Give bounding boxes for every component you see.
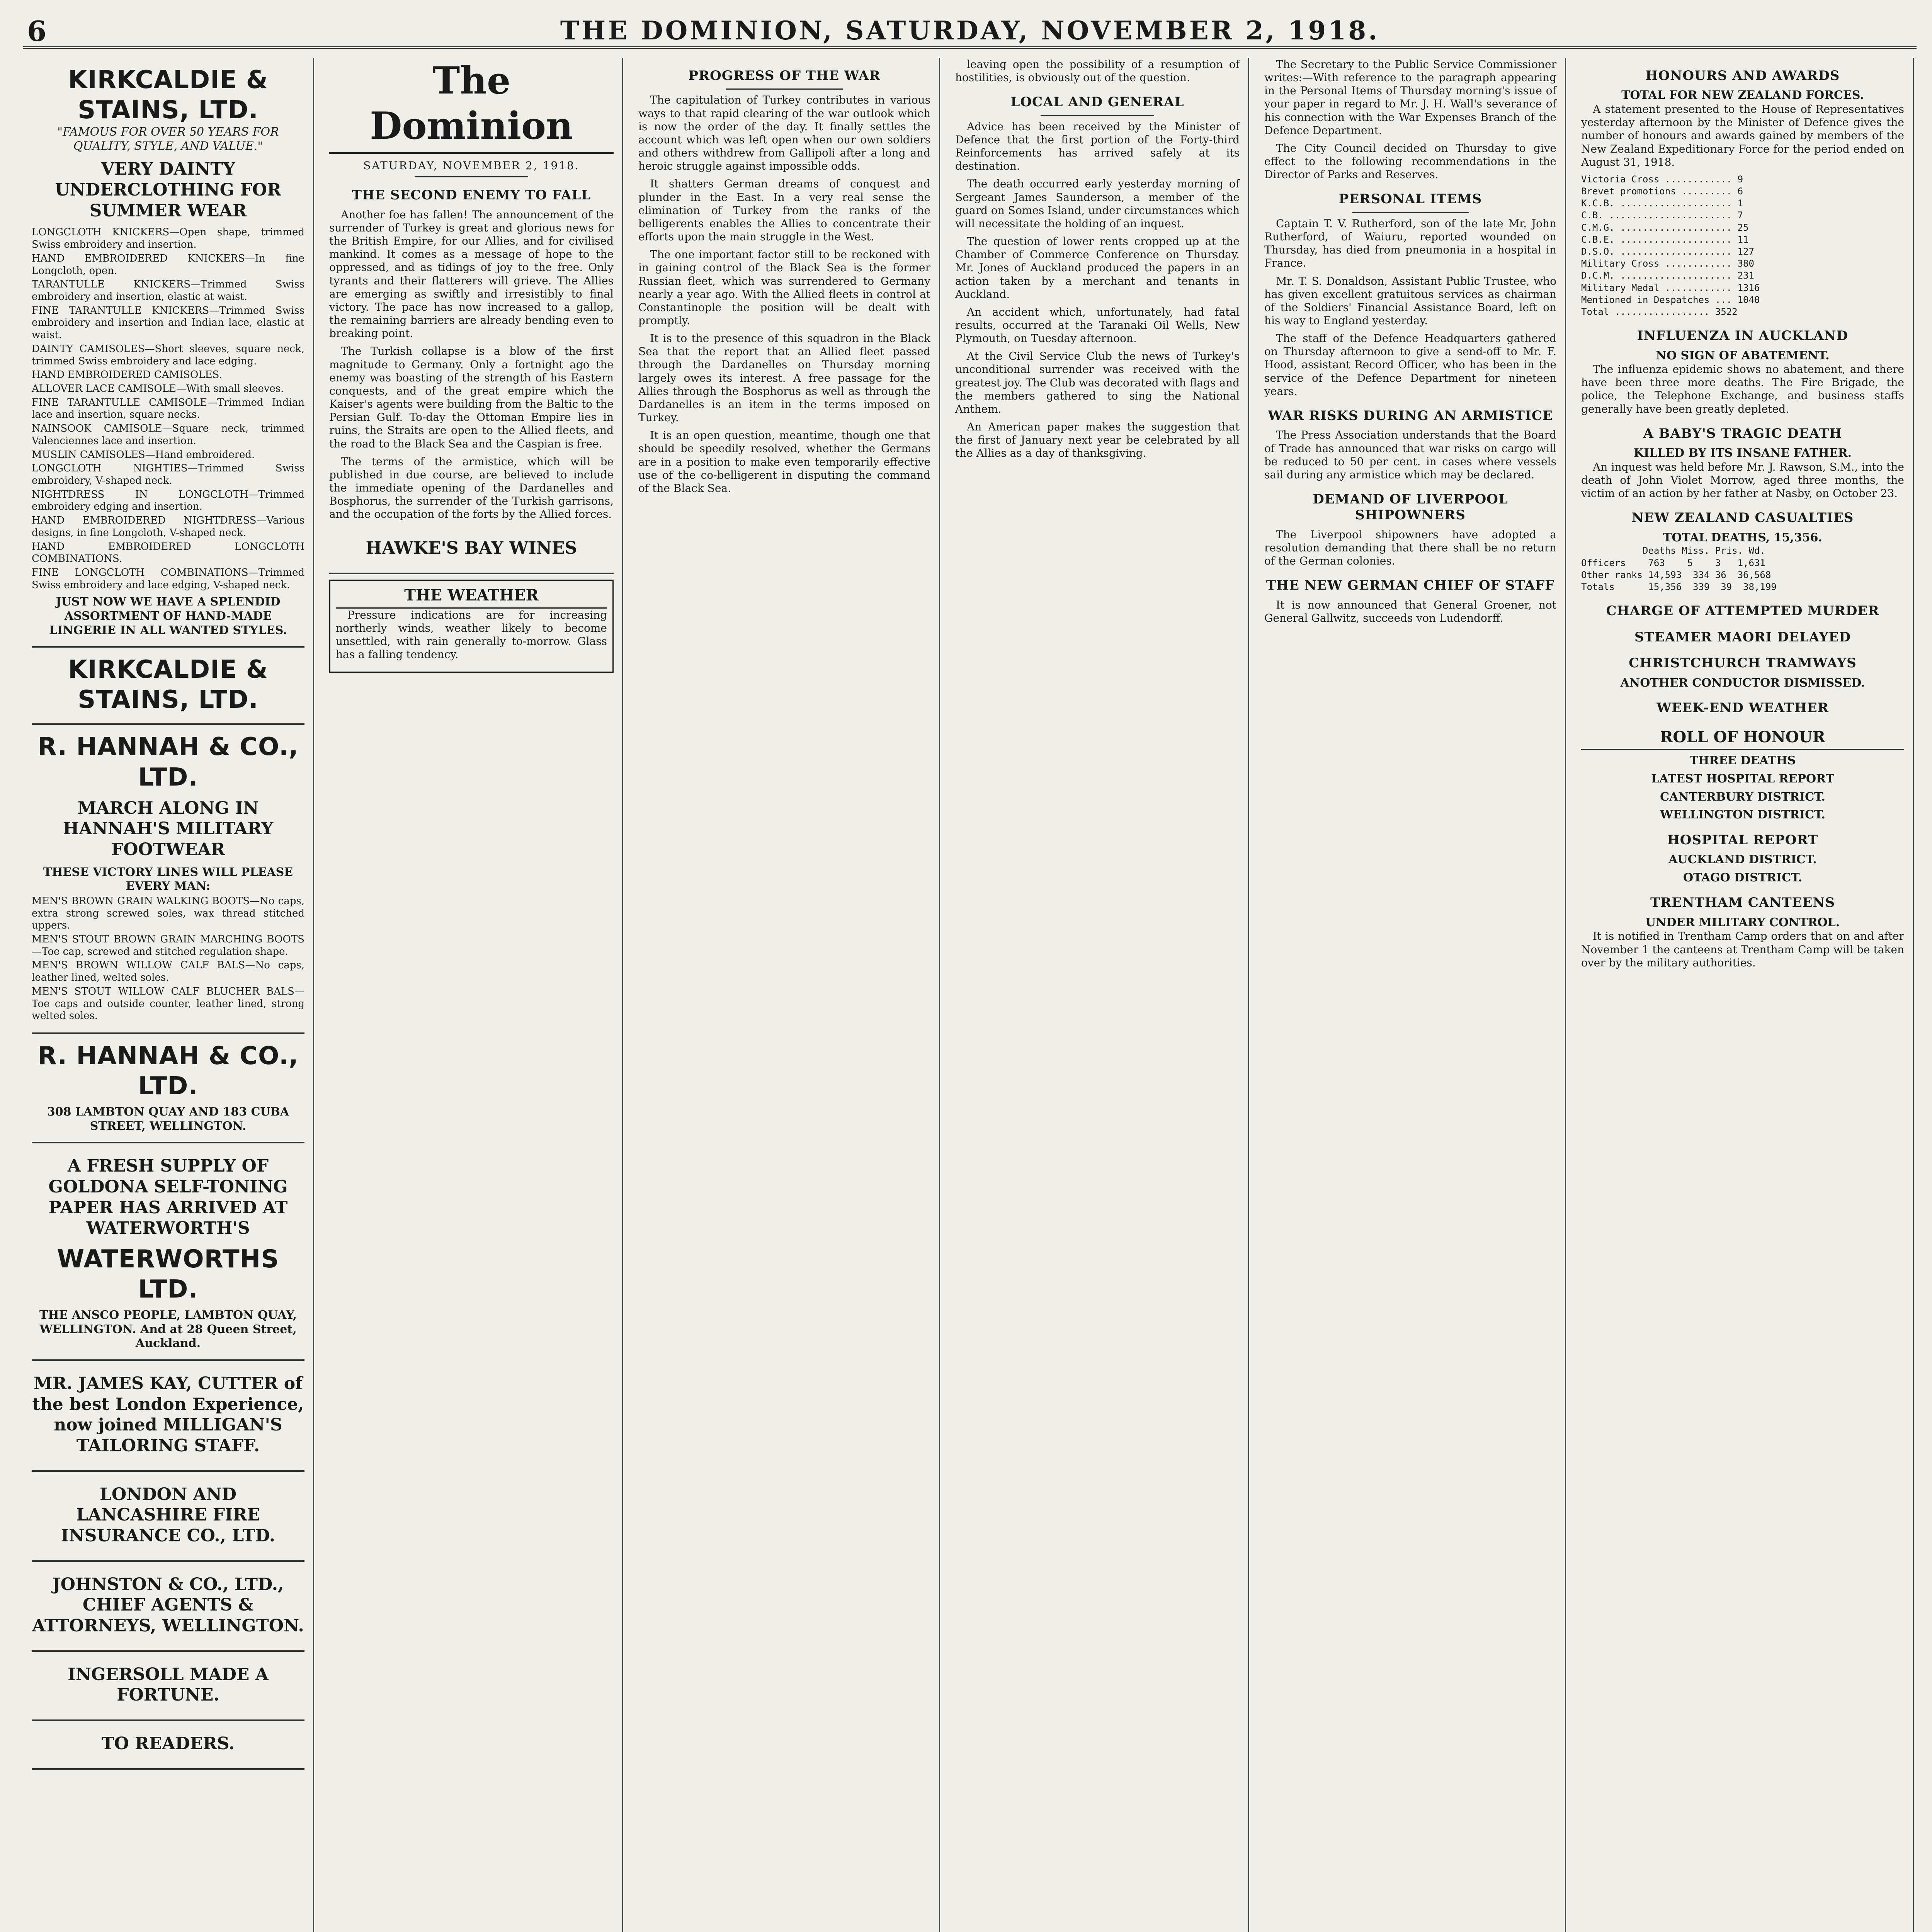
column-local-general bbox=[947, 58, 1249, 1932]
column-personal-items bbox=[1256, 58, 1566, 1932]
article-paragraph: leaving open the possibility of a resumption of hostilities, is obviously out of the question. bbox=[955, 58, 1240, 84]
article-headline: HOSPITAL REPORT bbox=[1667, 832, 1818, 848]
article-subheading: KILLED BY ITS INSANE FATHER. bbox=[1634, 446, 1852, 460]
article-subheading: TOTAL FOR NEW ZEALAND FORCES. bbox=[1621, 88, 1864, 102]
ad-line: HAND EMBROIDERED NIGHTDRESS—Various designs, in fine Longcloth, V-shaped neck. bbox=[32, 515, 304, 539]
article-paragraph: The capitulation of Turkey contributes in various ways to that rapid clearing of the war outlook which is now the order of the day. It finally settles the account which was left open when our own soldiers and others withdrew from Gallipoli after a long and heroic struggle against impossible odds. bbox=[638, 94, 930, 173]
honours-table: Victoria Cross ............ 9 Brevet promotions ......... 6 K.C.B. .................... 1 C.B. ...................... 7 C.M.G. .................... 25 C.B.E. .................... 11 D.S.O. .................... 127 Military Cross ............ 380 D.C.M. .................... 231 Military Medal ............ 1316 Mentioned in Despatches ... 1040 bbox=[1581, 173, 1760, 305]
article-paragraph: It is notified in Trentham Camp orders that on and after November 1 the canteens at Trentham Camp will be taken over by the military authorities. bbox=[1581, 930, 1904, 969]
article-paragraph: The Turkish collapse is a blow of the first magnitude to Germany. Only a fortnight ago the enemy was boasting of the strength of his Eastern conquests, and of the great empire which the Kaiser's agents were building from the Baltic to the Persian Gulf. To-day the Ottoman Empire lies in ruins, the Straits are open to the Allied fleets, and the road to the Black Sea and the Caspian is free. bbox=[329, 345, 614, 450]
ad-heading: A FRESH SUPPLY OF GOLDONA SELF-TONING PAPER HAS ARRIVED AT WATERWORTH'S bbox=[48, 1156, 288, 1238]
ad-line: NIGHTDRESS IN LONGCLOTH—Trimmed embroidery edging and insertion. bbox=[32, 488, 304, 513]
page-number: 6 bbox=[27, 15, 47, 48]
ad-tagline: "FAMOUS FOR OVER 50 YEARS FOR QUALITY, STYLE, AND VALUE." bbox=[57, 125, 279, 153]
article-paragraph: It is to the presence of this squadron in the Black Sea that the report that an Allied fleet passed through the Dardanelles on Thursday morning largely owes its interest. A free passage for the Allies through the Bosphorus as well as through the Dardanelles is an item in the terms imposed on Turkey. bbox=[638, 332, 930, 424]
article-headline: NEW ZEALAND CASUALTIES bbox=[1631, 510, 1854, 526]
article-headline: CHARGE OF ATTEMPTED MURDER bbox=[1606, 603, 1879, 619]
article-headline: A BABY'S TRAGIC DEATH bbox=[1643, 425, 1842, 441]
article-paragraph: The City Council decided on Thursday to give effect to the following recommendations in the Director of Parks and Reserves. bbox=[1264, 141, 1556, 181]
ad-line: DAINTY CAMISOLES—Short sleeves, square neck, trimmed Swiss embroidery and lace edging. bbox=[32, 343, 304, 367]
article-headline: WAR RISKS DURING AN ARMISTICE bbox=[1268, 408, 1553, 423]
article-paragraph: It is an open question, meantime, though one that should be speedily resolved, whether the Germans are in a position to make even temporarily effective use of the co-belligerent in disputing the command of the Black Sea. bbox=[638, 429, 930, 495]
ad-address: THE ANSCO PEOPLE, LAMBTON QUAY, WELLINGTON. And at 28 Queen Street, Auckland. bbox=[39, 1308, 297, 1350]
ad-line: MEN'S BROWN GRAIN WALKING BOOTS—No caps, extra strong screwed soles, wax thread stitched uppers. bbox=[32, 895, 304, 932]
article-subheading: ANOTHER CONDUCTOR DISMISSED. bbox=[1620, 676, 1865, 690]
ad-milligan-tailoring bbox=[32, 1361, 304, 1472]
article-paragraph: The Liverpool shipowners have adopted a resolution demanding that there shall be no return of the German colonies. bbox=[1264, 528, 1556, 568]
article-subheading: UNDER MILITARY CONTROL. bbox=[1645, 915, 1840, 929]
weather-text: Pressure indications are for increasing northerly winds, weather likely to become unsettled, with rain generally to-morrow. Glass has a falling tendency. bbox=[336, 608, 607, 661]
ad-kirkcaldie-banner bbox=[32, 648, 304, 725]
honours-total: Total ................. 3522 bbox=[1581, 306, 1738, 317]
article-paragraph: Advice has been received by the Minister of Defence that the first portion of the Forty-third Reinforcements has arrived safely at its destination. bbox=[955, 120, 1240, 173]
ad-line: FINE TARANTULLE CAMISOLE—Trimmed Indian lace and insertion, square necks. bbox=[32, 396, 304, 421]
ad-kirkcaldie-lingerie bbox=[32, 58, 304, 648]
article-headline: WEEK-END WEATHER bbox=[1656, 700, 1829, 716]
ad-line: MEN'S STOUT WILLOW CALF BLUCHER BALS—Toe caps and outside counter, leather lined, strong welted soles. bbox=[32, 985, 304, 1022]
ad-line: MEN'S BROWN WILLOW CALF BALS—No caps, leather lined, welted soles. bbox=[32, 959, 304, 984]
article-paragraph: At the Civil Service Club the news of Turkey's unconditional surrender was received with the greatest joy. The Club was decorated with flags and the members gathered to sing the National Anthem. bbox=[955, 350, 1240, 415]
dateline: SATURDAY, NOVEMBER 2, 1918. bbox=[363, 159, 580, 172]
article-paragraph: The death occurred early yesterday morning of Sergeant James Saunderson, a member of the guard on Somes Island, under circumstances which will necessitate the holding of an inquest. bbox=[955, 177, 1240, 230]
roll-of-honour-heading: ROLL OF HONOUR bbox=[1581, 728, 1904, 750]
divider bbox=[726, 88, 843, 90]
article-paragraph: The influenza epidemic shows no abatement, and there have been three more deaths. The Fire Brigade, the police, the Telephone Exchange, and business staffs generally have been greatly depleted. bbox=[1581, 363, 1904, 415]
article-paragraph: The terms of the armistice, which will be published in due course, are believed to include the immediate opening of the Dardanelles and Bosphorus, the surrender of the Turkish garrisons, and the occupation of the forts by the Allied forces. bbox=[329, 455, 614, 521]
weather-heading: THE WEATHER bbox=[336, 586, 607, 609]
ad-line: ALLOVER LACE CAMISOLE—With small sleeves. bbox=[32, 383, 284, 395]
ad-hannah-footwear bbox=[32, 725, 304, 1034]
article-paragraph: The question of lower rents cropped up at the Chamber of Commerce Conference on Thursday. Mr. Jones of Auckland produced the papers in an action taken by a merchant and tenants in Auckland. bbox=[955, 235, 1240, 301]
ad-footer: JUST NOW WE HAVE A SPLENDID ASSORTMENT OF HAND-MADE LINGERIE IN ALL WANTED STYLES. bbox=[49, 595, 287, 637]
article-paragraph: An accident which, unfortunately, had fatal results, occurred at the Taranaki Oil Wells, New Plymouth, on Tuesday afternoon. bbox=[955, 305, 1240, 345]
ad-hawkes-bay-wines bbox=[329, 526, 614, 574]
ad-johnston bbox=[32, 1562, 304, 1652]
article-headline: CHRISTCHURCH TRAMWAYS bbox=[1629, 655, 1857, 671]
ad-heading: MARCH ALONG IN HANNAH'S MILITARY FOOTWEAR bbox=[63, 798, 274, 859]
casualties-table: Deaths Miss. Pris. Wd. Officers 763 5 3 1,631 Other ranks 14,593 334 36 36,568 Totals 15,356 339 39 38,199 bbox=[1581, 545, 1777, 592]
column-editorial bbox=[321, 58, 623, 1932]
article-paragraph: Mr. T. S. Donaldson, Assistant Public Trustee, who has given excellent gratuitous services as chairman of the Soldiers' Financial Assistance Board, left on his way to England yesterday. bbox=[1264, 274, 1556, 327]
ad-line: HAND EMBROIDERED LONGCLOTH COMBINATIONS. bbox=[32, 541, 304, 565]
article-subheading: LATEST HOSPITAL REPORT bbox=[1651, 772, 1834, 786]
ad-ingersoll bbox=[32, 1652, 304, 1721]
district-heading: OTAGO DISTRICT. bbox=[1683, 871, 1803, 884]
ad-title: WATERWORTHS LTD. bbox=[57, 1245, 279, 1304]
ad-line: NAINSOOK CAMISOLE—Square neck, trimmed Valenciennes lace and insertion. bbox=[32, 423, 304, 447]
district-heading: WELLINGTON DISTRICT. bbox=[1660, 808, 1825, 822]
article-paragraph: It shatters German dreams of conquest and plunder in the East. In a very real sense the elimination of Turkey from the ranks of the belligerents enables the Allies to concentrate their efforts upon the main struggle in the West. bbox=[638, 177, 930, 243]
ad-subheading: THESE VICTORY LINES WILL PLEASE EVERY MAN: bbox=[43, 865, 293, 893]
ad-line: LONGCLOTH KNICKERS—Open shape, trimmed Swiss embroidery and insertion. bbox=[32, 226, 304, 251]
article-paragraph: The one important factor still to be reckoned with in gaining control of the Black Sea is the former Russian fleet, which was surrendered to Germany nearly a year ago. With the Allied fleets in control at Constantinople the position will be dealt with promptly. bbox=[638, 248, 930, 327]
ad-address: 308 LAMBTON QUAY AND 183 CUBA STREET, WELLINGTON. bbox=[47, 1105, 289, 1133]
ad-line: TARANTULLE KNICKERS—Trimmed Swiss embroidery and insertion, elastic at waist. bbox=[32, 279, 304, 303]
ad-heading: LONDON AND LANCASHIRE FIRE INSURANCE CO., LTD. bbox=[61, 1484, 276, 1546]
ad-heading: HAWKE'S BAY WINES bbox=[366, 538, 577, 558]
article-paragraph: An American paper makes the suggestion that the first of January next year be celebrated by all the Allies as a day of thanksgiving. bbox=[955, 420, 1240, 460]
article-headline: PERSONAL ITEMS bbox=[1338, 191, 1482, 207]
ad-line: HAND EMBROIDERED KNICKERS—In fine Longcloth, open. bbox=[32, 252, 304, 277]
ad-heading: VERY DAINTY UNDERCLOTHING FOR SUMMER WEAR bbox=[55, 159, 281, 221]
article-paragraph: A statement presented to the House of Representatives yesterday afternoon by the Minister of Defence gives the number of honours and awards gained by members of the New Zealand Expeditionary Force for the period ended on August 31, 1918. bbox=[1581, 103, 1904, 168]
article-headline: DEMAND OF LIVERPOOL SHIPOWNERS bbox=[1313, 492, 1508, 523]
article-paragraph: An inquest was held before Mr. J. Rawson, S.M., into the death of John Violet Morrow, aged three months, the victim of an action by her father at Nasby, on October 23. bbox=[1581, 460, 1904, 500]
article-headline: INFLUENZA IN AUCKLAND bbox=[1637, 328, 1849, 344]
article-headline: PROGRESS OF THE WAR bbox=[688, 68, 881, 83]
column-war-progress bbox=[630, 58, 940, 1932]
ad-title: R. HANNAH & CO., LTD. bbox=[37, 733, 299, 792]
total-value: 3522 bbox=[1715, 306, 1738, 317]
total-label: Total bbox=[1581, 306, 1609, 317]
ad-line: HAND EMBROIDERED CAMISOLES. bbox=[32, 369, 222, 381]
ad-hannah-banner bbox=[32, 1034, 304, 1143]
district-heading: AUCKLAND DISTRICT. bbox=[1668, 853, 1817, 867]
article-paragraph: It is now announced that General Groener, not General Gallwitz, succeeds von Ludendorff. bbox=[1264, 598, 1556, 625]
divider bbox=[1352, 212, 1469, 213]
ad-heading: TO READERS. bbox=[101, 1734, 235, 1753]
article-headline: LOCAL AND GENERAL bbox=[1010, 94, 1184, 110]
article-paragraph: The staff of the Defence Headquarters gathered on Thursday afternoon to give a send-off to Mr. F. Hood, assistant Record Officer, who has been in the service of the Defence Department for nineteen years. bbox=[1264, 332, 1556, 398]
ad-line: MEN'S STOUT BROWN GRAIN MARCHING BOOTS—Toe cap, screwed and stitched regulation shape. bbox=[32, 933, 304, 957]
column-honours-roll bbox=[1573, 58, 1914, 1932]
ad-line: FINE TARANTULLE KNICKERS—Trimmed Swiss embroidery and insertion and Indian lace, elastic at waist. bbox=[32, 304, 304, 341]
article-headline: STEAMER MAORI DELAYED bbox=[1634, 629, 1851, 645]
ad-line: FINE LONGCLOTH COMBINATIONS—Trimmed Swiss embroidery and lace edging, V-shaped neck. bbox=[32, 567, 304, 591]
district-heading: CANTERBURY DISTRICT. bbox=[1660, 790, 1825, 804]
ad-heading: MR. JAMES KAY, CUTTER of the best London Experience, now joined MILLIGAN'S TAILORING STAFF. bbox=[32, 1373, 304, 1456]
divider bbox=[415, 176, 528, 177]
ad-title: R. HANNAH & CO., LTD. bbox=[37, 1041, 299, 1101]
article-headline: TRENTHAM CANTEENS bbox=[1650, 895, 1835, 911]
article-subheading: TOTAL DEATHS, 15,356. bbox=[1663, 531, 1822, 544]
article-headline: HONOURS AND AWARDS bbox=[1645, 68, 1840, 83]
column-advertisements bbox=[23, 58, 314, 1932]
article-subheading: THREE DEATHS bbox=[1689, 754, 1796, 768]
article-headline: THE NEW GERMAN CHIEF OF STAFF bbox=[1266, 578, 1555, 594]
ad-line: MUSLIN CAMISOLES—Hand embroidered. bbox=[32, 449, 255, 461]
article-paragraph: Captain T. V. Rutherford, son of the late Mr. John Rutherford, of Waiuru, reported wounded on Thursday, has died from pneumonia in a hospital in France. bbox=[1264, 217, 1556, 270]
dominion-logo: The Dominion bbox=[329, 58, 614, 154]
ad-london-lancashire bbox=[32, 1472, 304, 1562]
newspaper-title: THE DOMINION, SATURDAY, NOVEMBER 2, 1918. bbox=[560, 15, 1380, 46]
ad-heading: JOHNSTON & CO., LTD., CHIEF AGENTS & ATTORNEYS, WELLINGTON. bbox=[32, 1574, 304, 1636]
masthead bbox=[23, 12, 1917, 49]
ad-to-readers bbox=[32, 1721, 304, 1770]
article-paragraph: The Secretary to the Public Service Commissioner writes:—With reference to the paragraph appearing in the Personal Items of Thursday morning's issue of your paper in regard to Mr. J. H. Wall's severance of his connection with the War Expenses Branch of the Defence Department. bbox=[1264, 58, 1556, 137]
ad-title: KIRKCALDIE & STAINS, LTD. bbox=[68, 655, 268, 714]
divider bbox=[1041, 115, 1154, 116]
ad-line: LONGCLOTH NIGHTIES—Trimmed Swiss embroidery, V-shaped neck. bbox=[32, 463, 304, 487]
article-paragraph: Another foe has fallen! The announcement of the surrender of Turkey is great and glorious news for the British Empire, for our Allies, and for civilised mankind. It comes as a message of hope to the oppressed, and as tidings of joy to the free. Only tyrants and their flatterers will grieve. The Allies are emerging as swiftly and irresistibly to final victory. The pace has now increased to a gallop, the remaining barriers are already bending even to breaking point. bbox=[329, 208, 614, 340]
article-subheading: NO SIGN OF ABATEMENT. bbox=[1656, 349, 1830, 362]
weather-box bbox=[329, 580, 614, 672]
ad-waterworths bbox=[32, 1143, 304, 1361]
article-paragraph: The Press Association understands that the Board of Trade has announced that war risks on cargo will be reduced to 50 per cent. in cases where vessels sail during any armistice which may be declared. bbox=[1264, 429, 1556, 481]
ad-title: KIRKCALDIE & STAINS, LTD. bbox=[68, 66, 268, 125]
ad-heading: INGERSOLL MADE A FORTUNE. bbox=[68, 1664, 269, 1705]
article-headline: THE SECOND ENEMY TO FALL bbox=[352, 187, 591, 203]
